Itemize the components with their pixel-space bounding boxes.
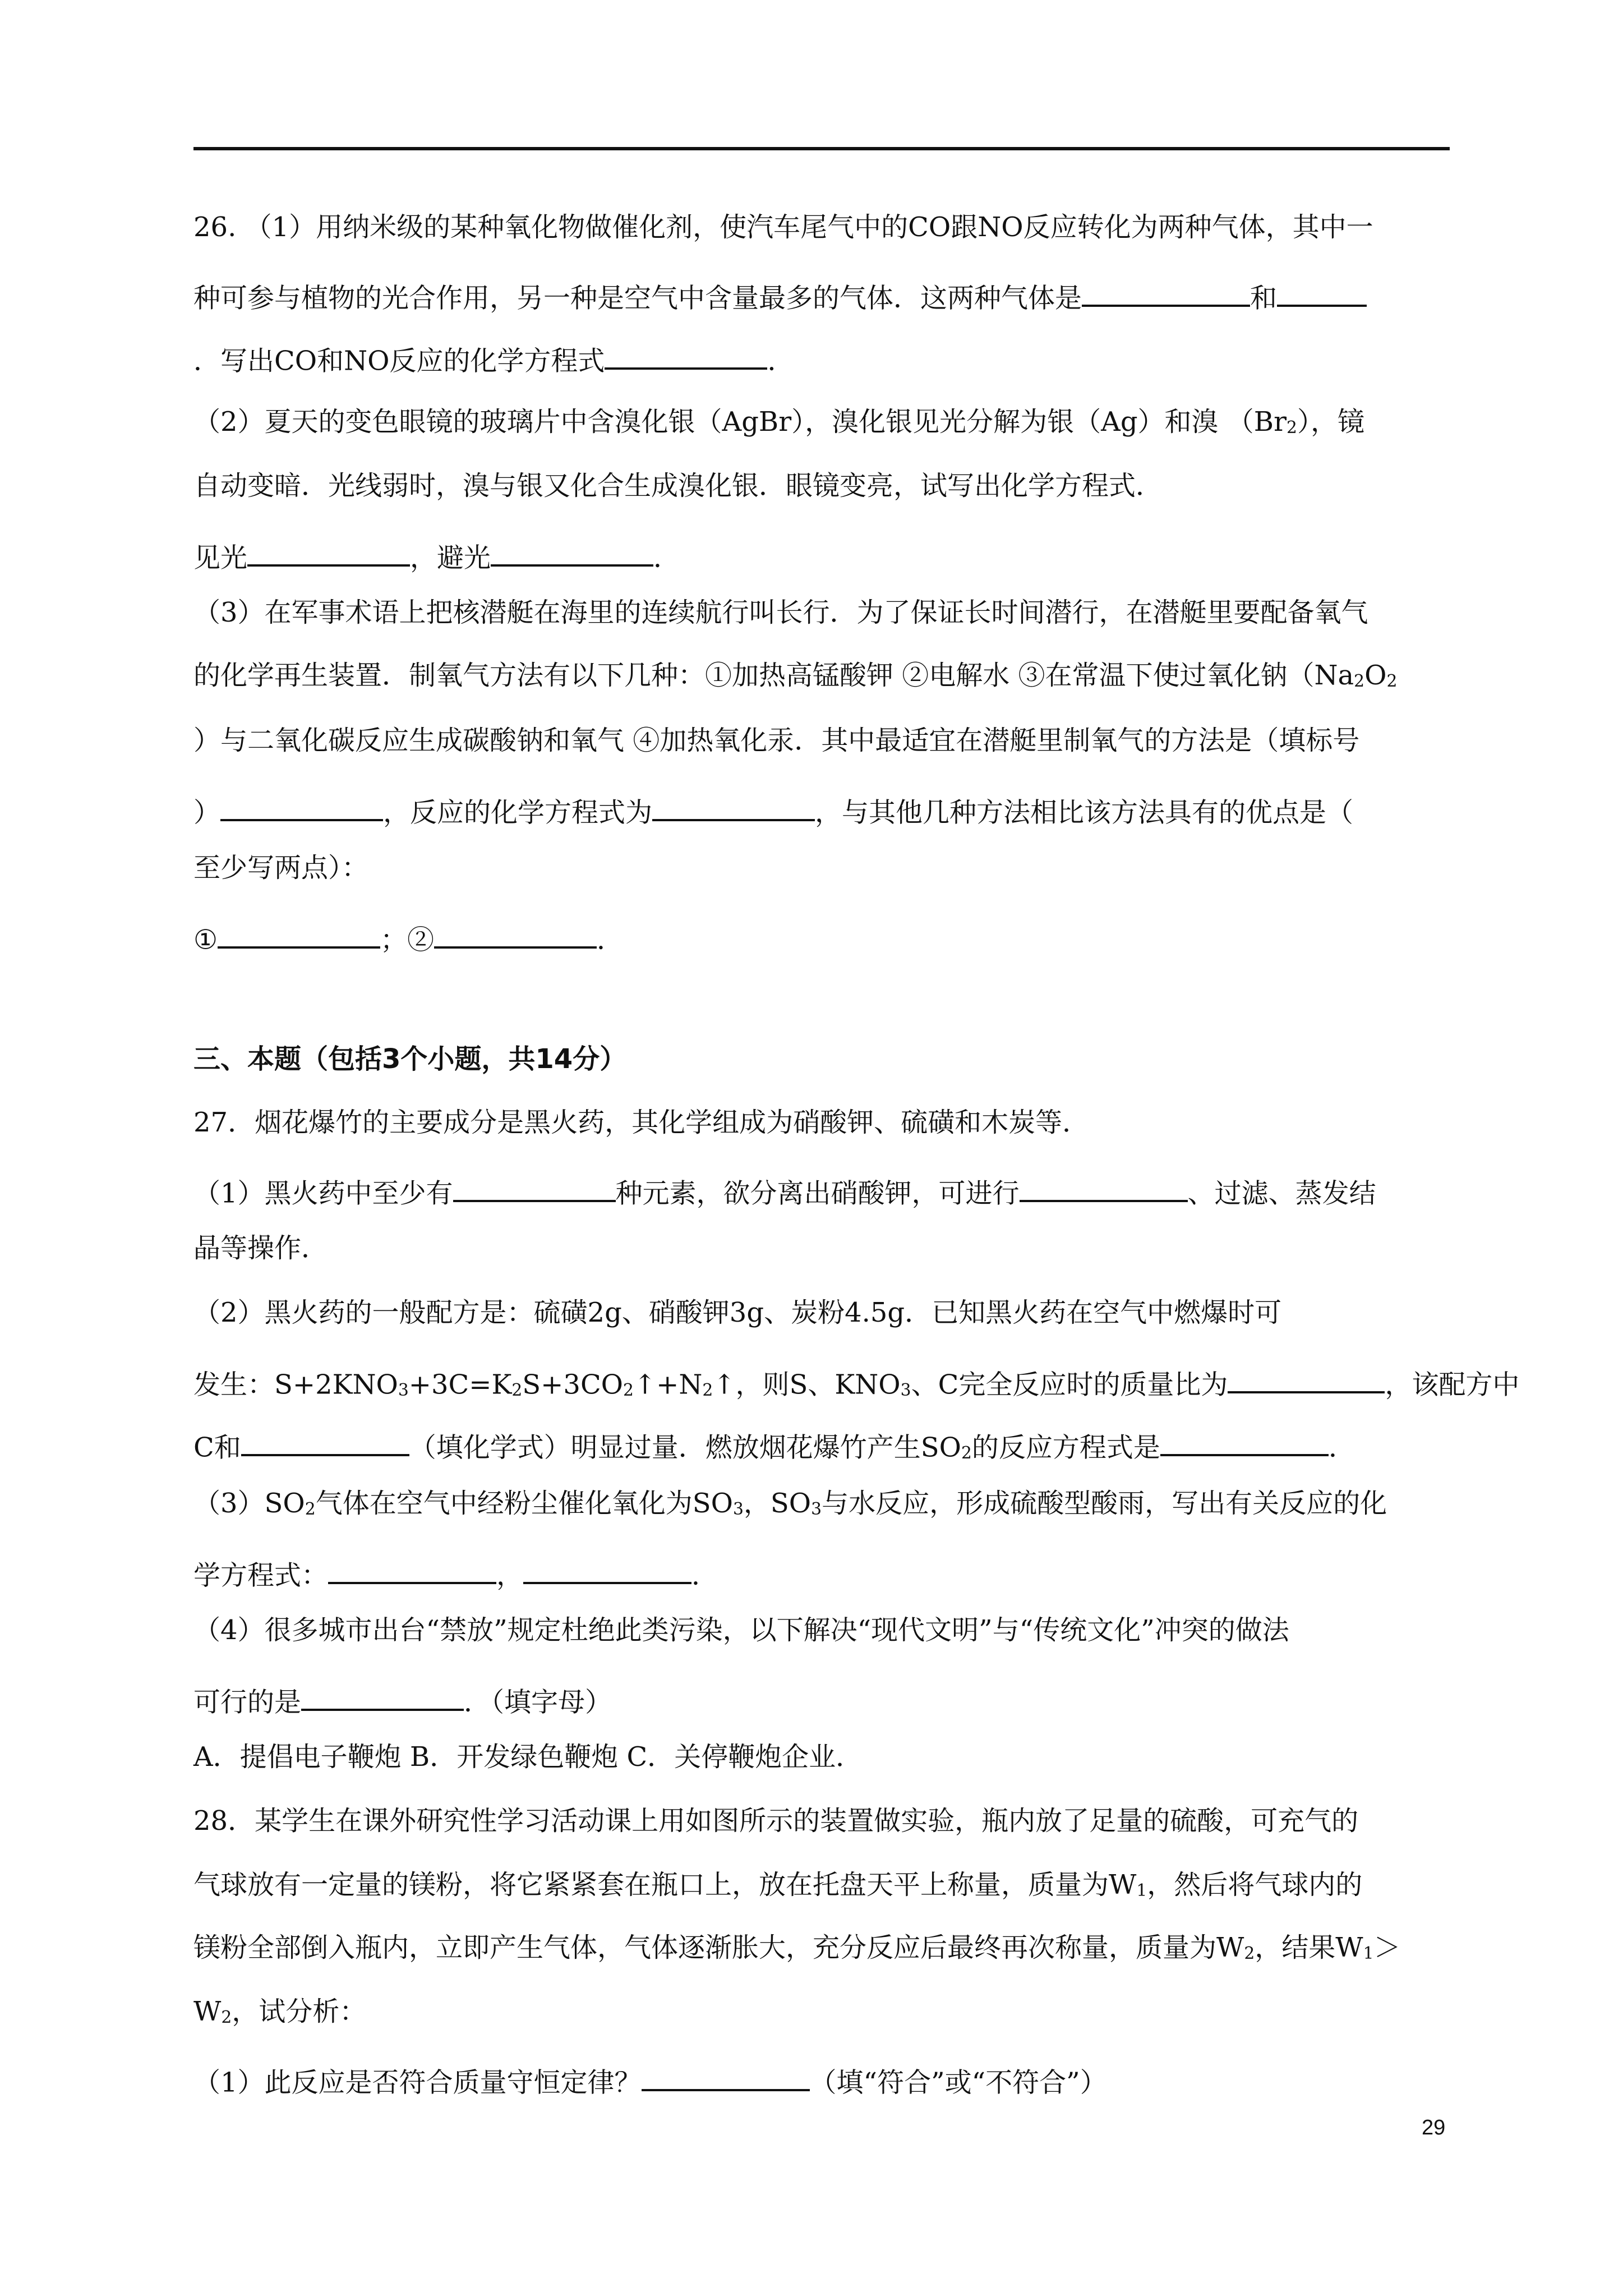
answer-blank[interactable] (642, 2061, 810, 2091)
answer-blank[interactable] (1277, 277, 1367, 307)
q27-p2-line3: C和 （填化学式）明显过量．燃放烟花爆竹产生$SO_2$的反应方程式是 ． (193, 1426, 1355, 1461)
q27-p2-line1: （2）黑火药的一般配方是：硫磺2g、硝酸钾3g、炭粉4.5g．已知黑火药在空气中燃爆时可 (193, 1297, 1282, 1328)
answer-blank[interactable] (1020, 1172, 1188, 1202)
q27-p3-line2: 学方程式： ， ． (193, 1554, 718, 1589)
q27-p1-line2: 晶等操作． (193, 1232, 329, 1264)
q26-p2-line2: 自动变暗．光线弱时，溴与银又化合生成溴化银．眼镜变亮，试写出化学方程式． (193, 470, 1163, 501)
q27-p2-line2: 发生：$S+2KNO_3+3C=K_2S+3CO_2↑+N_2↑$，则S、$KNO_3$、C完全反应时的质量比为 ，该配方中 (193, 1363, 1519, 1398)
q26-p2-line3: 见光 ，避光 ． (193, 536, 680, 571)
q26-p3-line1: （3）在军事术语上把核潜艇在海里的连续航行叫长行．为了保证长时间潜行，在潜艇里要配备氧气 (193, 597, 1368, 628)
q28-line3: 镁粉全部倒入瓶内，立即产生气体，气体逐渐胀大，充分反应后最终再次称量，质量为$W_2$，结果$W_1>$ (193, 1932, 1401, 1963)
page-number: 29 (1422, 2116, 1446, 2139)
q26-p3-line5: 至少写两点）： (193, 852, 369, 884)
answer-blank[interactable] (241, 1426, 409, 1456)
q26-line3: ．写出CO和NO反应的化学方程式 ． (193, 339, 794, 374)
answer-blank[interactable] (605, 339, 767, 370)
answer-blank[interactable] (434, 918, 597, 949)
header-rule (193, 147, 1450, 150)
answer-blank[interactable] (1160, 1426, 1329, 1456)
q27-p4-line2: 可行的是 ．（填字母） (193, 1681, 612, 1715)
answer-blank[interactable] (1228, 1363, 1385, 1393)
answer-blank[interactable] (218, 918, 380, 949)
q28-line1: 28．某学生在课外研究性学习活动课上用如图所示的装置做实验，瓶内放了足量的硫酸，可充气的 (193, 1805, 1359, 1837)
q27-p1-line1: （1）黑火药中至少有 种元素，欲分离出硝酸钾，可进行 、过滤、蒸发结 (193, 1172, 1376, 1207)
answer-blank[interactable] (491, 536, 653, 567)
q26-p2-line1: （2）夏天的变色眼镜的玻璃片中含溴化银（AgBr），溴化银见光分解为银（Ag）和溴 $(Br_2)$，镜 (193, 406, 1364, 438)
q27-p4-line1: （4）很多城市出台“禁放”规定杜绝此类污染，以下解决“现代文明”与“传统文化”冲突的做法 (193, 1614, 1289, 1646)
q28-p1: （1）此反应是否符合质量守恒定律？ （填“符合”或“不符合”） (193, 2061, 1107, 2096)
q28-line4: $W_2$，试分析： (193, 1996, 367, 2027)
answer-blank[interactable] (247, 536, 410, 567)
answer-blank[interactable] (328, 1554, 496, 1584)
answer-blank[interactable] (523, 1554, 691, 1584)
q26-p3-line4: ） ，反应的化学方程式为 ，与其他几种方法相比该方法具有的优点是（ (193, 791, 1353, 826)
q26-p3-line3: ）与二氧化碳反应生成碳酸钠和氧气 ④加热氧化汞．其中最适宜在潜艇里制氧气的方法是（填标号 (193, 725, 1360, 756)
section-heading: 三、本题（包括3个小题，共14分） (193, 1043, 627, 1075)
q26-line1: 26. （1）用纳米级的某种氧化物做催化剂，使汽车尾气中的CO跟NO反应转化为两种气体，其中一 (193, 211, 1373, 243)
answer-blank[interactable] (652, 791, 815, 821)
q27-p3-line1: $(3)SO_2$气体在空气中经粉尘催化氧化为$SO_3$，$SO_3$与水反应，形成硫酸型酸雨，写出有关反应的化 (193, 1488, 1387, 1519)
q27-options: A．提倡电子鞭炮 B．开发绿色鞭炮 C．关停鞭炮企业． (193, 1741, 863, 1773)
q28-line2: 气球放有一定量的镁粉，将它紧紧套在瓶口上，放在托盘天平上称量，质量为$W_1$，然后将气球内的 (193, 1869, 1363, 1901)
q26-line2: 种可参与植物的光合作用，另一种是空气中含量最多的气体．这两种气体是 和 (193, 277, 1367, 311)
q27-intro: 27．烟花爆竹的主要成分是黑火药，其化学组成为硝酸钾、硫磺和木炭等． (193, 1107, 1090, 1138)
q26-p3-line6: ① ；② ． (193, 918, 624, 953)
answer-blank[interactable] (1082, 277, 1250, 307)
answer-blank[interactable] (301, 1681, 464, 1711)
q26-p3-line2: 的化学再生装置．制氧气方法有以下几种：①加热高锰酸钾 ②电解水 ③在常温下使过氧化钠（$Na_2O_2$ (193, 660, 1398, 691)
answer-blank[interactable] (453, 1172, 616, 1202)
answer-blank[interactable] (220, 791, 383, 821)
